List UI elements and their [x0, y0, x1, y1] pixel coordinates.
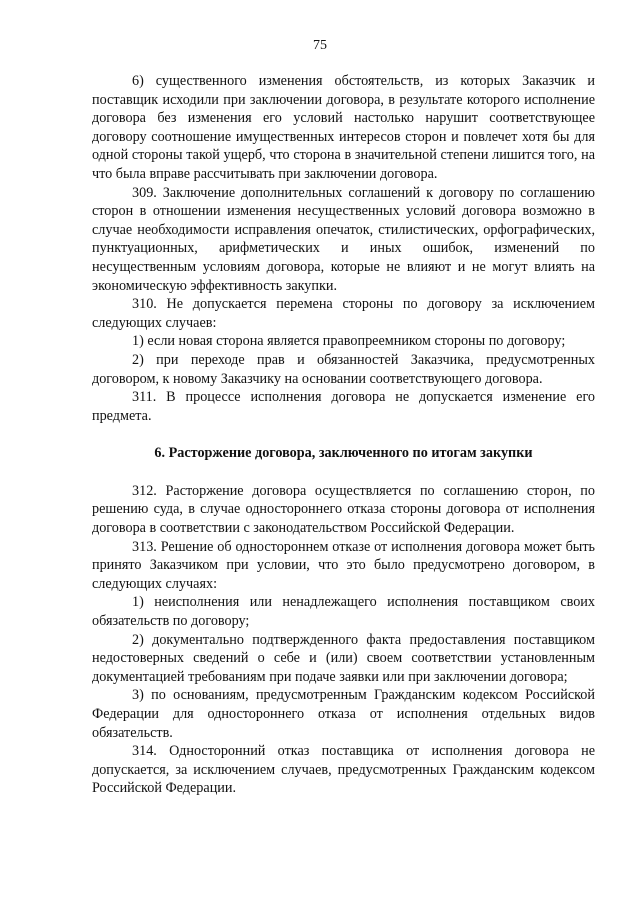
- paragraph-311: 311. В процессе исполнения договора не допускается изменение его предмета.: [92, 389, 595, 424]
- page-number: 75: [313, 38, 327, 53]
- paragraph-310-item-1: 1) если новая сторона является правопреемником стороны по договору;: [132, 333, 566, 350]
- paragraph-item-6: 6) существенного изменения обстоятельств, из которых Заказчик и поставщик исходили при заключении договора, в результате которого исполнение договора без изменения его условий настолько нарушит соответствующее договору соотношение имущественных интересов сторон и повлечет хотя бы для одной стороны такой ущерб, что сторона в значительной степени лишится того, на что была вправе рассчитывать при заключении договора.: [92, 73, 595, 182]
- section-heading: 6. Расторжение договора, заключенного по итогам закупки: [154, 445, 533, 462]
- paragraph-313-item-1: 1) неисполнения или ненадлежащего исполнения поставщиком своих обязательств по договору;: [92, 594, 595, 630]
- document-body: [92, 72, 595, 798]
- paragraph-309: 309. Заключение дополнительных соглашений к договору по соглашению сторон в отношении изменения несущественных условий договора возможно в случае необходимости исправления опечаток, стилистических, орфографических, пунктуационных, арифметических и иных ошибок, изменений по несущественным условиям договора, которые не влияют и не могут влиять на экономическую эффективность закупки.: [92, 184, 595, 294]
- paragraph-310: 310. Не допускается перемена стороны по договору за исключением следующих случаев:: [92, 296, 595, 331]
- paragraph-312: 312. Расторжение договора осуществляется по соглашению сторон, по решению суда, в случае одностороннего отказа стороны договора от исполнения договора в соответствии с законодательством Российской Федерации.: [92, 482, 595, 537]
- paragraph-313-item-3: 3) по основаниям, предусмотренным Гражданским кодексом Российской Федерации для одностороннего отказа от исполнения отдельных видов обязательств.: [92, 687, 595, 741]
- paragraph-310-item-2: 2) при переходе прав и обязанностей Заказчика, предусмотренных договором, к новому Заказчику на основании соответствующего договора.: [92, 351, 595, 387]
- paragraph-313: 313. Решение об одностороннем отказе от исполнения договора может быть принято Заказчиком при условии, что это было предусмотрено договором, в следующих случаях:: [92, 538, 595, 592]
- paragraph-314: 314. Односторонний отказ поставщика от исполнения договора не допускается, за исключением случаев, предусмотренных Гражданским кодексом Российской Федерации.: [92, 743, 595, 797]
- paragraph-313-item-2: 2) документально подтвержденного факта предоставления поставщиком недостоверных сведений о себе и (или) своем соответствии установленным документацией требованиям при подаче заявки или при заключении договора;: [92, 631, 595, 685]
